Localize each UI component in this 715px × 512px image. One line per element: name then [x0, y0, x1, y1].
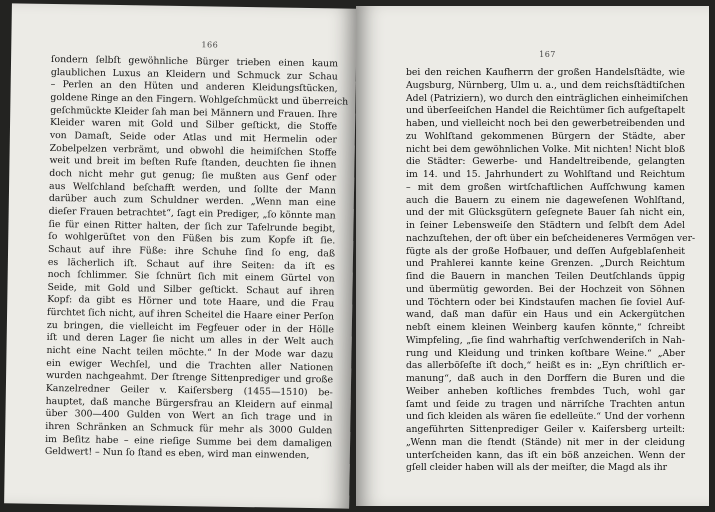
text-line: Geldwert! – Nun ſo ſtand es eben, wird man einwenden,	[44, 446, 310, 462]
text-line: auch die Bauern zu einem nie dageweſenen Wohlſtand,	[406, 194, 685, 206]
text-line: nicht bei dem gewöhnlichen Volke. Mit nichten! Nicht bloß	[406, 143, 685, 155]
text-line: bei den reichen Kaufherrn der großen Handelsſtädte, wie	[406, 67, 685, 78]
text-line: nebſt einem kleinen Weinberg kaufen könnte,“ ſchreibt	[406, 322, 685, 333]
text-line: fürchtet ſich nicht, auf ihren Scheitel die Haare einer Perſon	[47, 307, 335, 323]
text-line: dieſer Frauen betrachtet“, ſagt ein Prediger, „ſo könnte man	[48, 205, 336, 222]
text-line: ſamt und ſeide zu tragen und närriſche Trachten antun	[406, 398, 685, 410]
text-line: Wimpfeling, „ſie ſind wahrhaftig verſchwenderiſch in Nah-	[406, 334, 685, 346]
text-line: zu Wohlſtand gekommenen Bürgern der Städte, aber	[406, 130, 685, 142]
text-line: und der mit Glücksgütern geſegnete Bauer ſah nicht ein,	[406, 207, 685, 219]
text-line: haben, und vielleicht noch bei den gewerbetreibenden und	[406, 118, 685, 129]
text-line: und überſeeiſchen Handel die Reichtümer ſich aufgeſtapelt	[406, 105, 685, 117]
text-line: und ſich kleiden als wären ſie edelleüte.“ Und der vorhenn	[406, 411, 685, 423]
text-line: Augsburg, Nürnberg, Ulm u. a., und dem reichsſtädtiſchen	[406, 79, 685, 91]
text-line: Kleider waren mit Gold und Silber geſtickt, die Stoffe	[49, 117, 338, 133]
text-line: und Prahlerei kannte keine Grenzen. „Durch Reichtum	[406, 258, 685, 270]
text-line: goldene Ringe an den Fingern. Wohlgeſchmückt und überreich	[50, 91, 349, 108]
text-line: manung“, daß auch in den Dorffern die Buren und die	[406, 373, 685, 384]
text-line: noch ſchlimmer. Sie ſchnürt ſich mit einem Gürtel von	[47, 269, 335, 285]
text-line: rung und Kleidung und trinken koſtbare Weine.“ „Aber	[406, 347, 685, 359]
text-line: über 300—400 Gulden von Wert an ſich trage und in	[45, 408, 333, 424]
left-page	[4, 3, 357, 508]
text-line: ſondern ſelbſt gewöhnliche Bürger trieben einen kaum	[50, 53, 339, 70]
text-line: ſind die Bauern in manchen Teilen Deutſchlands üppig	[406, 271, 685, 282]
text-line: fügte als der große Hofbauer, und deſſen Aufgeblaſenheit	[406, 245, 685, 257]
text-line: – mit dem großen wirtſchaftlichen Aufſchwung kamen	[406, 181, 685, 193]
text-line: weit und breit im beſten Rufe ſtanden, deuchten ſie ihnen	[49, 155, 337, 171]
text-line: ſo wohlgerüſtet von den Füßen bis zum Kopfe iſt ſie.	[48, 231, 336, 247]
text-line: Weiber anheben koſtliches frembdes Tuch, wohl gar	[406, 385, 685, 397]
text-line: Kopf: da gibt es Hörner und tote Haare, und die Frau	[47, 294, 335, 310]
text-line: Seide, mit Gold und Silber geſtickt. Schaut auf ihren	[47, 281, 335, 298]
text-line: glaublichen Luxus an Kleidern und Schmuck zur Schau	[50, 66, 338, 83]
right-page	[356, 6, 709, 506]
text-line: ihren Schränken an Schmuck für mehr als 3000 Gulden	[45, 420, 333, 437]
text-line: ſie für einen Ritter halten, der ſich zur Tafelrunde begibt,	[48, 218, 336, 234]
text-line: und übermütig geworden. Bei der Hochzeit von Söhnen	[406, 283, 685, 295]
page-number-left: 166	[201, 40, 219, 50]
text-line: gſell cleider haben will als der meiſter, die Magd als ihr	[406, 462, 668, 474]
text-line: hauptet, daß manche Bürgersfrau an Kleidern auf einmal	[45, 395, 333, 412]
text-line: und Töchtern oder bei Kindstaufen machen ſie ſoviel Auf-	[406, 296, 685, 308]
text-line: in ſeiner Lebensweiſe den Städtern und ſelbſt dem Adel	[406, 220, 685, 231]
text-line: im Beſitz habe – eine rieſige Summe bei dem damaligen	[45, 433, 333, 450]
text-line: wand, daß man dafür ein Haus und ein Ackergütchen	[406, 309, 685, 321]
right-page-body	[406, 67, 696, 475]
text-line: zu bringen, die vielleicht im Fegfeuer oder in der Hölle	[46, 319, 334, 336]
text-line: darüber auch zum Schuldner werden. „Wenn man eine	[48, 193, 336, 209]
text-line: Zobelpelzen verbrämt, und obwohl die heimiſchen Stoffe	[49, 142, 337, 159]
text-line: geſchmückte Kleider ſah man bei Männern und Frauen. Ihre	[50, 104, 338, 121]
left-page-body	[44, 53, 349, 463]
text-line: doch nicht mehr gut genug; ſie mußten aus Genf oder	[49, 167, 337, 184]
text-line: im 14. und 15. Jahrhundert zu Wohlſtand und Reichtum	[406, 169, 685, 180]
text-line: ein ewiger Wechſel, und die Trachten aller Nationen	[46, 357, 334, 374]
text-line: Adel (Patriziern), wo durch den einträglichen einheimiſchen	[406, 92, 689, 104]
text-line: es lächerlich iſt. Schaut auf ihre Seiten: da iſt es	[47, 256, 335, 272]
text-line: iſt und deren Lager ſie nicht um alles in der Welt auch	[46, 332, 334, 348]
text-line: „Wenn man die ſtendt (Stände) nit mer in der cleidung	[406, 436, 685, 448]
text-line: unterſcheiden kann, das iſt ein böß anzeichen. Wenn der	[406, 449, 685, 461]
text-line: aus Welſchland beſchafft werden, und ſollte der Mann	[48, 180, 337, 196]
text-line: angeführten Sittenprediger Geiler v. Kaiſersberg urteilt:	[406, 424, 685, 435]
text-line: von Damaſt, Seide oder Atlas und mit Hermelin oder	[49, 129, 337, 146]
text-line: nicht eine Nacht teilen möchte.“ In der Mode war dazu	[46, 345, 334, 361]
text-line: – Perlen an den Hüten und anderen Kleidungsſtücken,	[50, 79, 338, 95]
text-line: nachzuſtehen, der oft über ein beſcheideneres Vermögen ver-	[406, 232, 696, 244]
text-line: wurden nachgeahmt. Der ſtrenge Sittenprediger und große	[46, 370, 334, 386]
text-line: das allerböſeſte iſt doch,“ heißt es in: „Eyn chriſtlich er-	[406, 360, 685, 372]
text-line: Kanzelredner Geiler v. Kaiſersberg (1455—1510) be-	[45, 382, 333, 399]
text-line: die Städter: Gewerbe- und Handeltreibende, gelangten	[406, 156, 685, 168]
page-number-right: 167	[539, 50, 556, 59]
text-line: Schaut auf ihre Füße: ihre Schuhe ſind ſo eng, daß	[48, 243, 336, 260]
